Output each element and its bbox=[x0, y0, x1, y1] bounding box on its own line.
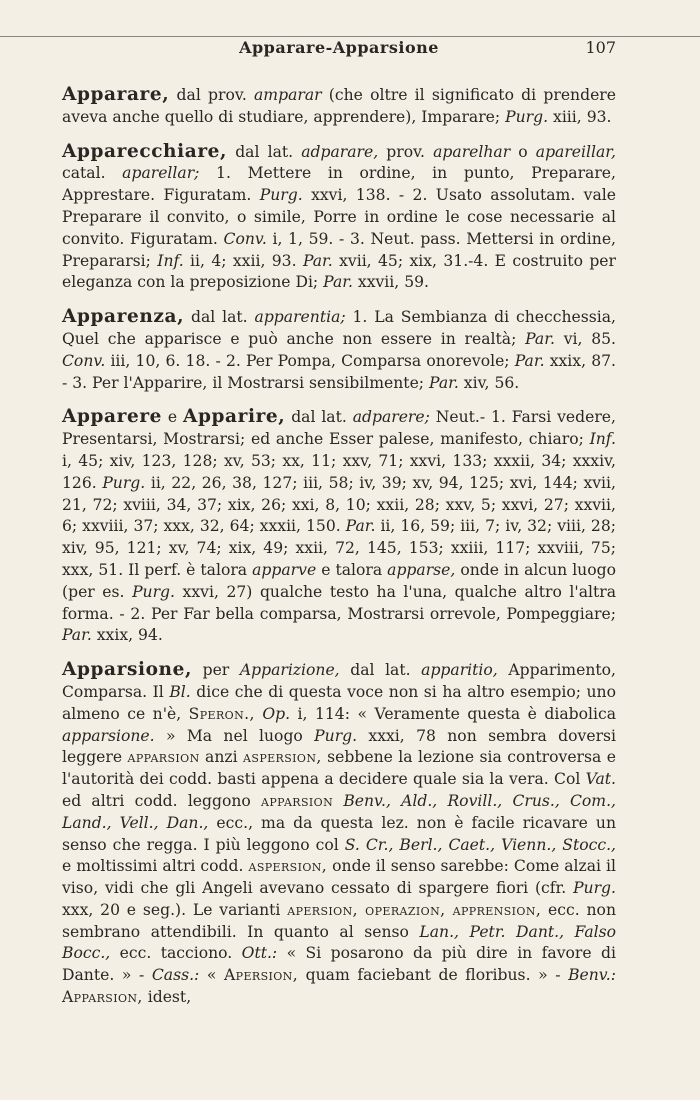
page-number: 107 bbox=[585, 38, 616, 57]
entry-text bbox=[62, 408, 616, 644]
entry-text-run: dal lat. bbox=[339, 661, 422, 680]
entry-text-run: xxxi, 78 non sembra doversi leggere bbox=[62, 726, 617, 767]
smallcaps-text: Apparsion, bbox=[62, 988, 143, 1007]
entry-text-run: vi, 85. bbox=[554, 329, 617, 348]
entry-text-run: xxix, 94. bbox=[91, 626, 163, 645]
smallcaps-text: Apersion, bbox=[224, 966, 299, 985]
italic-text: Ott.: bbox=[241, 944, 278, 963]
italic-text: Apparizione, bbox=[239, 661, 340, 680]
italic-text: Par. bbox=[429, 373, 459, 392]
smallcaps-text: apparsion bbox=[127, 748, 200, 767]
italic-text: Par. bbox=[345, 517, 376, 536]
italic-text: amparar bbox=[254, 86, 322, 104]
entry-text-run: onde il senso sarebbe: Come alzai il viso, vidi che gli Angeli avevano cessato di spargere fiori (cfr. bbox=[62, 857, 616, 898]
entry-text-run: Neut.- 1. Farsi vedere, Presentarsi, Mostrarsi; ed anche Esser palese, manifesto, chiaro; bbox=[62, 408, 616, 449]
italic-text: adparere; bbox=[352, 408, 430, 427]
italic-text: apparitio, bbox=[421, 661, 498, 680]
entry-text-run: dal prov. bbox=[169, 86, 254, 104]
entry-text-run: 1. La Sembianza di checchessia, Quel che apparisce e può anche non essere in realtà; bbox=[62, 308, 616, 348]
italic-text: Benv.: bbox=[568, 966, 616, 985]
italic-text: Cass.: bbox=[151, 966, 200, 985]
entry-text-run: xxvii, 59. bbox=[352, 273, 429, 292]
entry-headword: Apparare, bbox=[62, 84, 170, 105]
italic-text: Purg. bbox=[259, 186, 303, 205]
entry-headword: Apparire, bbox=[182, 406, 286, 428]
entry-text-run: i, 45; xiv, 123, 128; xv, 53; xx, 11; xxv, 71; xxvi, 133; xxxii, 34; xxxiv, 126. bbox=[62, 451, 616, 492]
entry-text-run: xvii, 45; xix, 31.-4. E costruito per eleganza con la preposizione Di; bbox=[62, 251, 616, 292]
italic-text: Lan., Petr. Dant., Falso Bocc., bbox=[62, 922, 616, 963]
entry-text-run: quam faciebant de floribus. » - bbox=[298, 966, 569, 985]
entry-text bbox=[62, 661, 616, 1006]
dictionary-entry bbox=[62, 659, 616, 1009]
italic-text: Purg. bbox=[573, 879, 616, 898]
italic-text: Purg. bbox=[505, 107, 549, 126]
italic-text: Par. bbox=[62, 626, 92, 645]
dictionary-entry bbox=[62, 406, 616, 647]
entry-text-run: i, 114: « Veramente questa è diabolica bbox=[290, 704, 616, 723]
entry-text-run: xiii, 93. bbox=[548, 107, 612, 126]
entry-text-run: sebbene la lezione sia controversa e l'autorità dei codd. basti appena a decidere quale sia la vera. Col bbox=[62, 748, 616, 789]
italic-text: Purg. bbox=[102, 473, 146, 492]
entry-text-run: (che oltre il significato di prendere aveva anche quello di studiare, apprendere), Imparare; bbox=[62, 86, 616, 126]
entry-text-run: i, 1, 59. - 3. Neut. pass. Mettersi in ordine, Prepararsi; bbox=[62, 229, 617, 270]
entry-text-run: e talora bbox=[316, 560, 388, 579]
italic-text: Op. bbox=[262, 704, 291, 723]
entry-text-run: » Ma nel luogo bbox=[154, 726, 315, 745]
italic-text: apparentia; bbox=[254, 308, 346, 327]
entry-text-run: e moltissimi altri codd. bbox=[62, 857, 249, 876]
entry-text-run: ii, 4; xxii, 93. bbox=[183, 251, 303, 270]
smallcaps-text: aspersion, bbox=[248, 857, 328, 876]
dictionary-entry bbox=[62, 306, 616, 394]
dictionary-entry bbox=[62, 141, 616, 295]
entry-text-run: ecc. tacciono. bbox=[110, 944, 242, 963]
entry-text-run: Apparimento, Comparsa. Il bbox=[62, 661, 616, 701]
italic-text: aparellar; bbox=[122, 164, 200, 183]
entry-text-run: iii, 10, 6. 18. - 2. Per Pompa, Comparsa onorevole; bbox=[105, 351, 515, 370]
entry-text-run: xxix, 87. - 3. Per l'Apparire, il Mostrarsi sensibilmente; bbox=[62, 351, 616, 392]
header-title: Apparare-Apparsione bbox=[239, 38, 439, 57]
italic-text: Par. bbox=[525, 329, 555, 348]
italic-text: Par. bbox=[302, 251, 333, 270]
italic-text: S. Cr., Berl., Caet., Vienn., Stocc., bbox=[344, 835, 616, 854]
entry-text-run: xxx, 20 e seg.). Le varianti bbox=[62, 900, 288, 919]
entry-text-run: ii, 22, 26, 38, 127; iii, 58; iv, 39; xv, 94, 125; xvi, 144; xvii, 21, 72; xviii, 34, 37; xix, 26; xxi, 8, 10; xxii, 28; xxv, 5; xxvi, 27; xxvii, 6; xxviii, 37; xxx, 32, 64; xxxii, 150. bbox=[62, 473, 616, 536]
italic-text: adparare, bbox=[301, 142, 379, 161]
smallcaps-text: aspersion, bbox=[243, 748, 322, 767]
smallcaps-text: Speron., bbox=[188, 704, 255, 723]
entry-text-run: xxvi, 138. - 2. Usato assolutam. vale Preparare il convito, o simile, Porre in ordine le cose necessarie al convito. Figuratam. bbox=[62, 186, 616, 248]
entry-text-run: xiv, 56. bbox=[458, 373, 520, 392]
entry-text-run: ecc., ma da questa lez. non è facile ricavare un senso che regga. I più leggono col bbox=[62, 813, 616, 854]
entry-text-run: ii, 16, 59; iii, 7; iv, 32; viii, 28; xiv, 95, 121; xv, 74; xix, 49; xxii, 72, 145, 153; xxiii, 117; xxviii, 75; xxx, 51. Il perf. è talora bbox=[62, 517, 616, 579]
entry-text-run: xxvi, 27) qualche testo ha l'una, qualche altro l'altra forma. - 2. Per Far bella comparsa, Mostrarsi orrevole, Pompeggiare; bbox=[62, 582, 616, 623]
italic-text: Vat. bbox=[585, 770, 616, 789]
italic-text: Inf. bbox=[589, 430, 616, 449]
italic-text: Purg. bbox=[132, 582, 175, 601]
entry-headword: Apparere bbox=[62, 406, 163, 428]
italic-text: apparse, bbox=[387, 560, 456, 579]
entry-text-run: per bbox=[192, 661, 240, 680]
entry-text-run: ed altri codd. leggono bbox=[62, 791, 262, 810]
entry-text-run: idest, bbox=[142, 988, 192, 1007]
smallcaps-text: apparsion bbox=[261, 791, 334, 810]
italic-text: apparve bbox=[252, 560, 317, 579]
entry-headword: Apparsione, bbox=[62, 659, 193, 681]
italic-text: Bl. bbox=[169, 682, 191, 701]
italic-text: Benv., Ald., Rovill., Crus., Com., Land., Vell., Dan., bbox=[62, 791, 616, 832]
entries-body bbox=[62, 84, 616, 1009]
smallcaps-text: apersion, operazion, apprension, bbox=[287, 900, 542, 919]
entry-text-run: 1. Mettere in ordine, in punto, Preparare, Apprestare. Figuratam. bbox=[62, 164, 616, 205]
entry-text-run: e bbox=[162, 408, 183, 427]
entry-text-run: catal. bbox=[62, 164, 123, 183]
entry-text-run bbox=[333, 792, 343, 810]
italic-text: Par. bbox=[323, 273, 353, 292]
entry-text-run: onde in alcun luogo (per es. bbox=[62, 560, 616, 601]
running-header bbox=[62, 30, 616, 62]
entry-text-run: o bbox=[510, 142, 536, 161]
italic-text: apareillar, bbox=[535, 142, 616, 161]
header-rule bbox=[0, 36, 700, 37]
entry-text-run: dice che di questa voce non si ha altro esempio; uno almeno ce n'è, bbox=[62, 682, 616, 723]
italic-text: Inf. bbox=[157, 251, 184, 270]
entry-text-run: « Si posarono da più dire in favore di Dante. » - bbox=[62, 944, 616, 985]
entry-text-run: anzi bbox=[199, 748, 244, 767]
entry-text-run: prov. bbox=[378, 142, 434, 161]
italic-text: Conv. bbox=[62, 351, 106, 370]
entry-text-run: dal lat. bbox=[285, 408, 353, 427]
italic-text: apparsione. bbox=[62, 726, 155, 745]
italic-text: Par. bbox=[514, 351, 545, 370]
entry-headword: Apparecchiare, bbox=[62, 140, 228, 162]
italic-text: aparelhar bbox=[433, 142, 511, 161]
entry-text-run: dal lat. bbox=[184, 308, 255, 327]
entry-text-run: dal lat. bbox=[227, 142, 302, 161]
italic-text: Purg. bbox=[314, 726, 358, 745]
entry-headword: Apparenza, bbox=[62, 306, 185, 328]
entry-text-run: ecc. non sembrano attendibili. In quanto al senso bbox=[62, 900, 616, 941]
italic-text: Conv. bbox=[223, 229, 267, 248]
entry-text-run: « bbox=[199, 966, 224, 985]
entry-text bbox=[62, 140, 617, 292]
dictionary-entry bbox=[62, 84, 616, 129]
